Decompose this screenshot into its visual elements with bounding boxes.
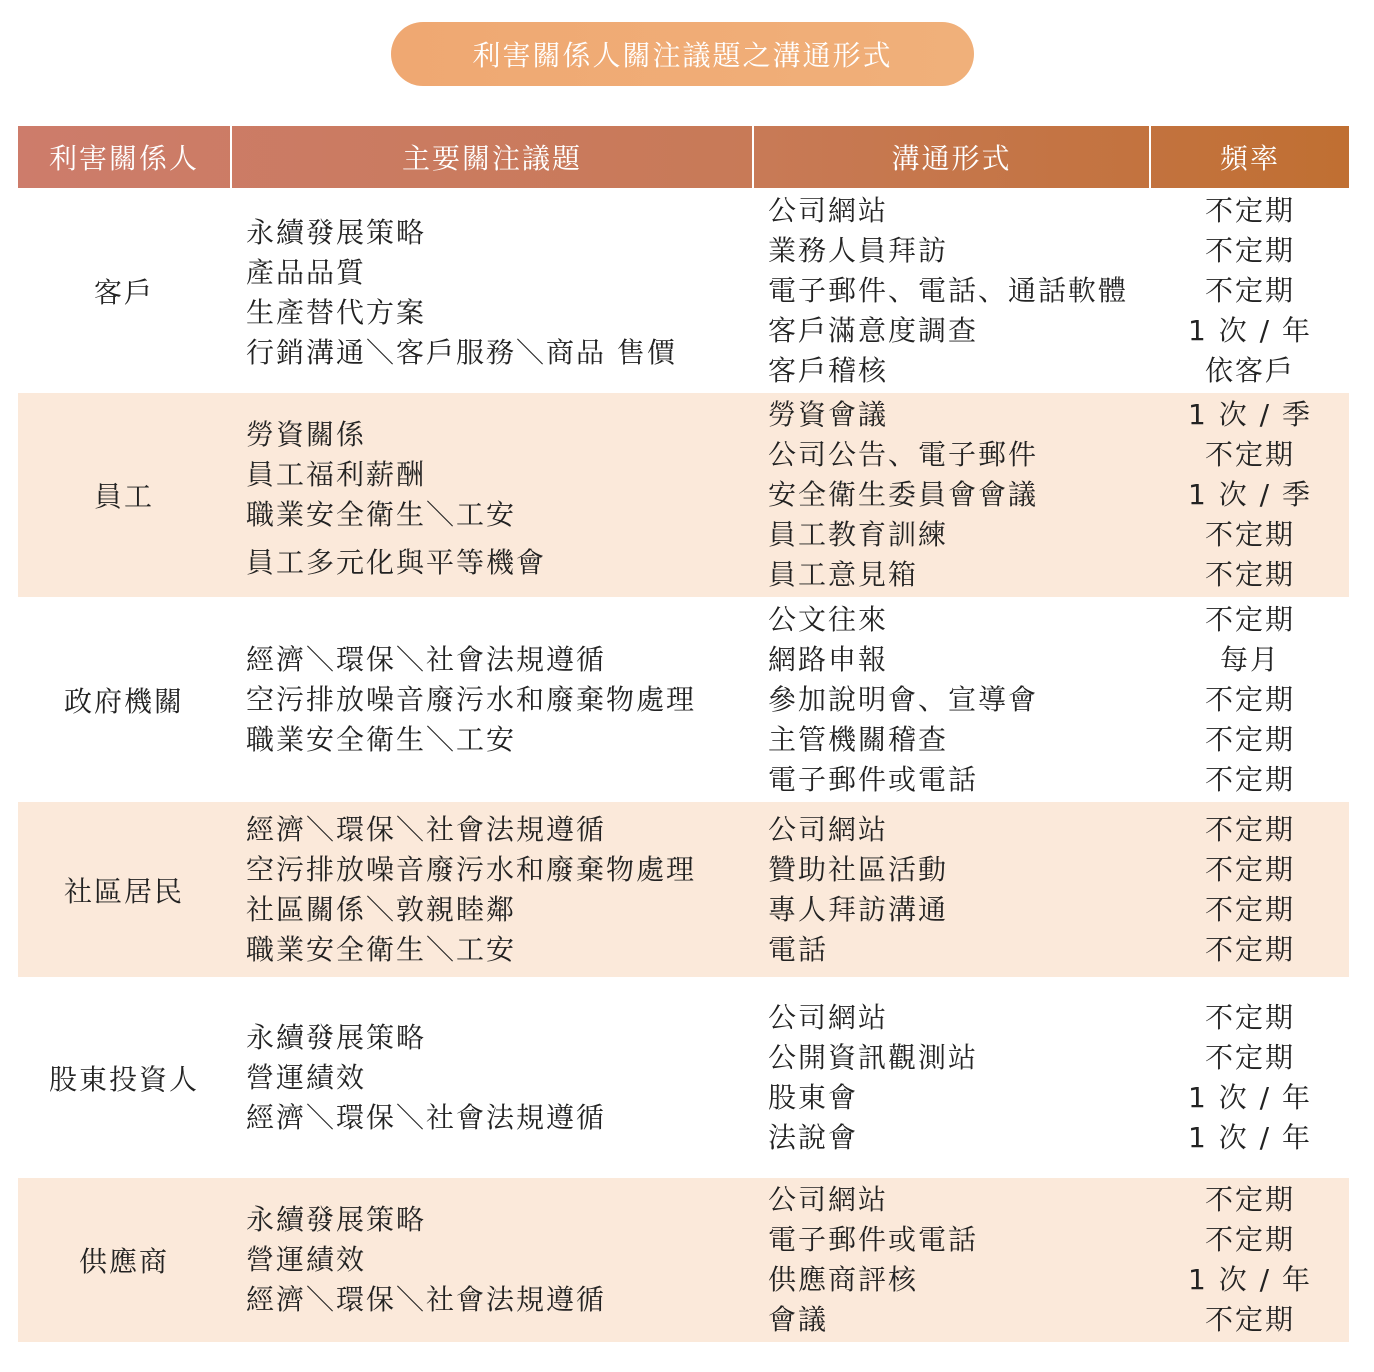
channel-item: 員工教育訓練 bbox=[768, 518, 949, 551]
frequency-item: 不定期 bbox=[1204, 682, 1295, 716]
header-stakeholder: 利害關係人 bbox=[48, 142, 199, 175]
issues-cell bbox=[230, 802, 752, 977]
frequency-cell bbox=[1149, 977, 1349, 1178]
issue-item: 營運績效 bbox=[246, 1243, 367, 1276]
frequency-item: 不定期 bbox=[1204, 1000, 1295, 1034]
issue-item: 勞資關係 bbox=[246, 418, 367, 451]
frequency-item: 不定期 bbox=[1204, 852, 1295, 886]
table-row bbox=[18, 188, 1349, 393]
table-row bbox=[18, 393, 1349, 597]
frequency-item: 1 次 / 年 bbox=[1188, 1263, 1312, 1296]
frequency-item: 1 次 / 年 bbox=[1188, 1080, 1312, 1114]
frequency-cell bbox=[1149, 802, 1349, 977]
frequency-item: 不定期 bbox=[1204, 602, 1295, 636]
frequency-item: 不定期 bbox=[1204, 762, 1295, 796]
channel-item: 電子郵件、電話、通話軟體 bbox=[768, 273, 1129, 307]
channel-item: 股東會 bbox=[768, 1080, 859, 1114]
issue-item: 經濟＼環保＼社會法規遵循 bbox=[246, 1100, 607, 1134]
issue-item: 營運績效 bbox=[246, 1060, 367, 1094]
issue-item: 職業安全衛生＼工安 bbox=[246, 932, 517, 966]
stakeholder-cell: 股東投資人 bbox=[48, 1062, 199, 1096]
channel-item: 公文往來 bbox=[768, 602, 889, 636]
page-title: 利害關係人關注議題之溝通形式 bbox=[391, 22, 974, 86]
channels-cell bbox=[752, 597, 1149, 802]
frequency-cell bbox=[1149, 1178, 1349, 1342]
issues-cell bbox=[230, 1178, 752, 1342]
channel-item: 電子郵件或電話 bbox=[768, 1223, 979, 1256]
channel-item: 公司網站 bbox=[768, 1000, 889, 1034]
channel-item: 公司網站 bbox=[768, 1183, 889, 1216]
frequency-item: 依客戶 bbox=[1204, 353, 1295, 387]
header-issues: 主要關注議題 bbox=[230, 126, 752, 188]
channels-cell bbox=[752, 393, 1149, 597]
frequency-item: 不定期 bbox=[1204, 273, 1295, 307]
frequency-item: 不定期 bbox=[1204, 438, 1295, 471]
frequency-item: 不定期 bbox=[1204, 1223, 1295, 1256]
frequency-item: 不定期 bbox=[1204, 558, 1295, 591]
issue-item: 職業安全衛生＼工安 bbox=[246, 498, 517, 531]
frequency-item: 不定期 bbox=[1204, 892, 1295, 926]
channels-cell bbox=[752, 977, 1149, 1178]
issues-cell bbox=[230, 597, 752, 802]
channel-item: 法說會 bbox=[768, 1120, 859, 1154]
table-row bbox=[18, 977, 1349, 1178]
channel-item: 公開資訊觀測站 bbox=[768, 1040, 979, 1074]
issue-item: 職業安全衛生＼工安 bbox=[246, 722, 517, 756]
frequency-item: 1 次 / 年 bbox=[1188, 1120, 1312, 1154]
frequency-item: 不定期 bbox=[1204, 193, 1295, 227]
channel-item: 公司網站 bbox=[768, 193, 889, 227]
frequency-item: 1 次 / 年 bbox=[1188, 313, 1312, 347]
stakeholder-table bbox=[18, 126, 1349, 1342]
frequency-cell bbox=[1149, 597, 1349, 802]
issue-item: 空污排放噪音廢污水和廢棄物處理 bbox=[246, 852, 697, 886]
issue-item: 行銷溝通＼客戶服務＼商品 售價 bbox=[246, 335, 677, 369]
channel-item: 公司公告、電子郵件 bbox=[768, 438, 1039, 471]
frequency-cell bbox=[1149, 393, 1349, 597]
stakeholder-cell: 政府機關 bbox=[63, 684, 184, 718]
channel-item: 業務人員拜訪 bbox=[768, 233, 949, 267]
issue-item: 永續發展策略 bbox=[246, 215, 427, 249]
channel-item: 專人拜訪溝通 bbox=[768, 892, 949, 926]
channel-item: 電子郵件或電話 bbox=[768, 762, 979, 796]
issue-item: 產品品質 bbox=[246, 255, 367, 289]
frequency-item: 不定期 bbox=[1204, 1303, 1295, 1336]
stakeholder-cell: 員工 bbox=[93, 480, 154, 513]
frequency-item: 不定期 bbox=[1204, 1183, 1295, 1216]
frequency-item: 不定期 bbox=[1204, 518, 1295, 551]
table-header bbox=[18, 126, 1349, 188]
table-row bbox=[18, 597, 1349, 802]
channel-item: 會議 bbox=[768, 1303, 829, 1336]
table-row bbox=[18, 1178, 1349, 1342]
frequency-cell bbox=[1149, 188, 1349, 393]
frequency-item: 不定期 bbox=[1204, 812, 1295, 846]
issue-item: 永續發展策略 bbox=[246, 1020, 427, 1054]
header-channels: 溝通形式 bbox=[752, 126, 1149, 188]
issue-item: 經濟＼環保＼社會法規遵循 bbox=[246, 1283, 607, 1316]
channel-item: 公司網站 bbox=[768, 812, 889, 846]
issues-cell bbox=[230, 393, 752, 597]
channel-item: 參加說明會、宣導會 bbox=[768, 682, 1039, 716]
header-frequency: 頻率 bbox=[1149, 126, 1349, 188]
channel-item: 網路申報 bbox=[768, 642, 889, 676]
channel-item: 員工意見箱 bbox=[768, 558, 919, 591]
stakeholder-cell: 供應商 bbox=[78, 1245, 169, 1278]
issue-item: 空污排放噪音廢污水和廢棄物處理 bbox=[246, 682, 697, 716]
frequency-item: 不定期 bbox=[1204, 932, 1295, 966]
channel-item: 安全衛生委員會會議 bbox=[768, 478, 1039, 511]
issue-item: 員工福利薪酬 bbox=[246, 458, 427, 491]
issues-cell bbox=[230, 977, 752, 1178]
channels-cell bbox=[752, 188, 1149, 393]
channels-cell bbox=[752, 802, 1149, 977]
channel-item: 電話 bbox=[768, 932, 829, 966]
channels-cell bbox=[752, 1178, 1149, 1342]
channel-item: 供應商評核 bbox=[768, 1263, 919, 1296]
channel-item: 客戶稽核 bbox=[768, 353, 889, 387]
issue-item: 生產替代方案 bbox=[246, 295, 427, 329]
issue-item: 經濟＼環保＼社會法規遵循 bbox=[246, 642, 607, 676]
frequency-item: 不定期 bbox=[1204, 233, 1295, 267]
channel-item: 勞資會議 bbox=[768, 398, 889, 431]
issue-item: 社區關係＼敦親睦鄰 bbox=[246, 892, 517, 926]
channel-item: 客戶滿意度調查 bbox=[768, 313, 979, 347]
frequency-item: 1 次 / 季 bbox=[1188, 398, 1312, 431]
stakeholder-cell: 社區居民 bbox=[63, 874, 184, 908]
issue-item: 員工多元化與平等機會 bbox=[246, 546, 547, 579]
issues-cell bbox=[230, 188, 752, 393]
table-row bbox=[18, 802, 1349, 977]
frequency-item: 1 次 / 季 bbox=[1188, 478, 1312, 511]
channel-item: 主管機關稽查 bbox=[768, 722, 949, 756]
channel-item: 贊助社區活動 bbox=[768, 852, 949, 886]
frequency-item: 不定期 bbox=[1204, 722, 1295, 756]
frequency-item: 不定期 bbox=[1204, 1040, 1295, 1074]
issue-item: 經濟＼環保＼社會法規遵循 bbox=[246, 812, 607, 846]
issue-item: 永續發展策略 bbox=[246, 1203, 427, 1236]
frequency-item: 每月 bbox=[1219, 642, 1280, 676]
stakeholder-cell: 客戶 bbox=[93, 275, 154, 309]
